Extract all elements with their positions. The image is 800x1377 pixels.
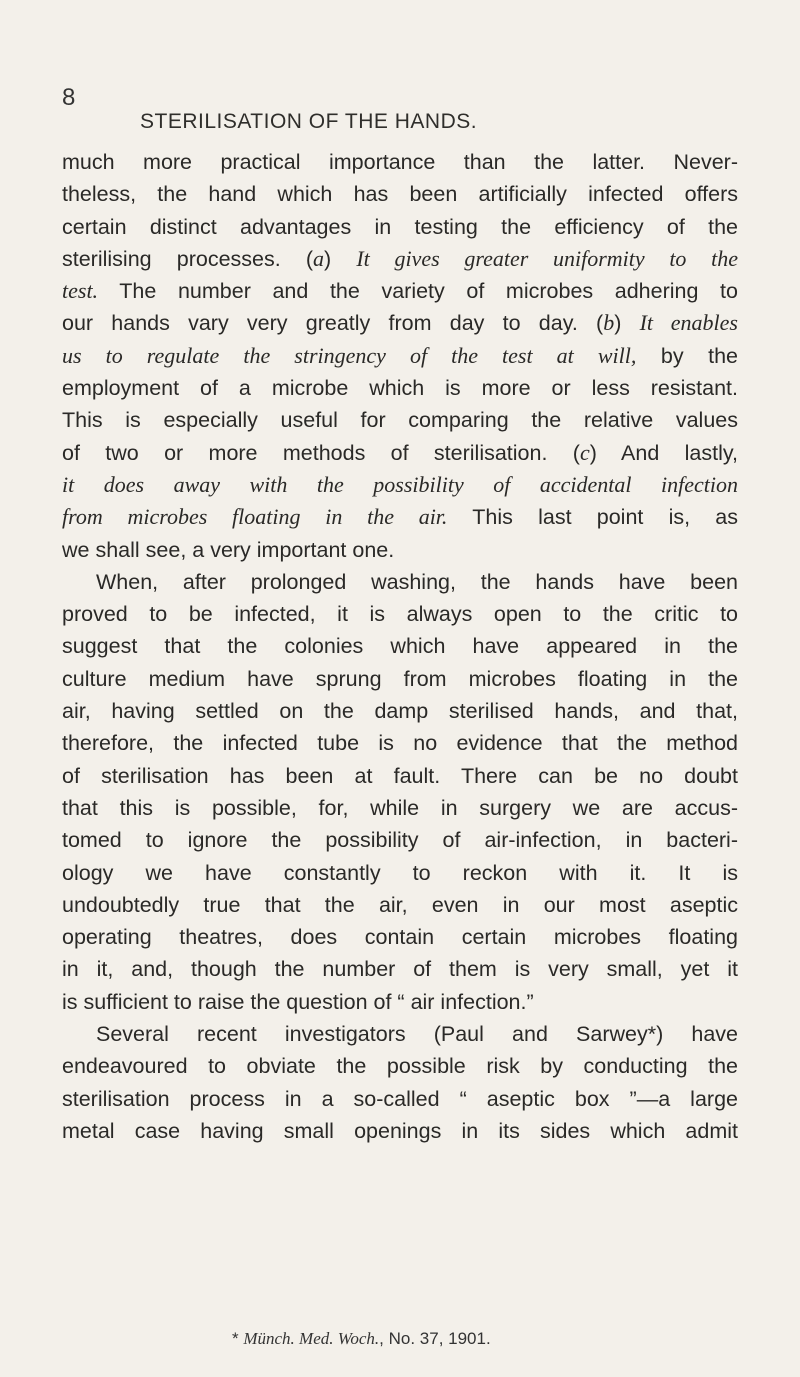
text-run: This is especially useful for comparing the relative values [62,408,738,433]
text-line [62,1050,738,1082]
text-run: suggest that the colonies which have appeared in the [62,634,738,659]
text-line [62,372,738,404]
text-run: by the [636,343,738,368]
text-line [62,534,738,566]
text-run: of two or more methods of sterilisation. ( [62,440,580,465]
italic-text: It enables [639,310,738,336]
text-run: undoubtedly true that the air, even in our most aseptic [62,892,738,917]
text-run: Several recent investigators (Paul and Sarwey*) have [96,1022,738,1047]
text-run: endeavoured to obviate the possible risk by conducting the [62,1054,738,1079]
text-run: ) And lastly, [589,440,738,465]
text-run: we shall see, a very important one. [62,537,395,562]
italic-text: c [579,439,590,465]
italic-text: a [313,245,325,271]
italic-text: It gives greater uniformity to the [356,245,738,271]
text-line [62,501,738,533]
footnote [232,1329,491,1349]
text-run: much more practical importance than the latter. Never- [62,150,738,174]
text-run: metal case having small openings in its sides which admit [62,1118,738,1143]
italic-text: from microbes floating in the air. [62,504,448,530]
text-run: tomed to ignore the possibility of air-infection, in bacteri- [62,828,738,853]
text-run: is sufficient to raise the question of “ air infection.” [62,989,534,1014]
text-line [62,695,738,727]
text-line [62,275,738,307]
text-line [62,1018,738,1050]
text-line [62,437,738,469]
footnote-journal: Münch. Med. Woch. [243,1329,380,1348]
text-run: This last point is, as [447,505,738,530]
text-line [62,889,738,921]
text-line [62,178,738,210]
text-run: that this is possible, for, while in surgery we are accus- [62,795,738,820]
text-line [62,211,738,243]
text-run: air, having settled on the damp sterilised hands, and that, [62,699,738,724]
text-line [62,566,738,598]
page-number: 8 [62,84,76,111]
text-run: ology we have constantly to reckon with it. It is [62,860,738,885]
text-line [62,663,738,695]
text-line [62,857,738,889]
text-line [62,1083,738,1115]
text-line [62,598,738,630]
footnote-marker: * [232,1329,244,1348]
italic-text: b [603,310,615,336]
text-run: When, after prolonged washing, the hands have been [96,569,738,594]
text-line [62,953,738,985]
text-run: operating theatres, does contain certain microbes floating [62,925,738,950]
text-line [62,727,738,759]
text-line [62,340,738,372]
italic-text: it does away with the possibility of accidental infection [62,471,738,497]
text-line [62,760,738,792]
text-run: of sterilisation has been at fault. There can be no doubt [62,763,738,788]
italic-text: us to regulate the stringency of the test at will, [62,342,637,368]
text-line [62,146,738,178]
italic-text: test. [62,278,99,304]
text-line [62,404,738,436]
running-head: STERILISATION OF THE HANDS. [140,110,478,133]
text-run: certain distinct advantages in testing the efficiency of the [62,214,738,239]
text-line [62,243,738,275]
text-run: in it, and, though the number of them is very small, yet it [62,957,738,982]
text-run: The number and the variety of microbes adhering to [98,279,738,304]
text-run: our hands vary very greatly from day to day. ( [62,311,604,336]
text-run: therefore, the infected tube is no evidence that the method [62,731,738,756]
text-run: sterilisation process in a so-called “ aseptic box ”—a large [62,1086,738,1111]
body-text [62,146,738,1147]
text-line [62,986,738,1018]
text-line [62,792,738,824]
text-line [62,307,738,339]
text-line [62,824,738,856]
text-line [62,469,738,501]
text-run: proved to be infected, it is always open to the critic to [62,602,738,627]
text-run: culture medium have sprung from microbes floating in the [62,666,738,691]
text-run: employment of a microbe which is more or less resistant. [62,376,738,401]
text-run: sterilising processes. ( [62,246,314,271]
footnote-citation: , No. 37, 1901. [379,1329,491,1348]
text-run: ) [614,311,640,336]
text-line [62,1115,738,1147]
text-run: ) [324,246,357,271]
text-line [62,630,738,662]
text-run: theless, the hand which has been artificially infected offers [62,182,738,207]
text-line [62,921,738,953]
